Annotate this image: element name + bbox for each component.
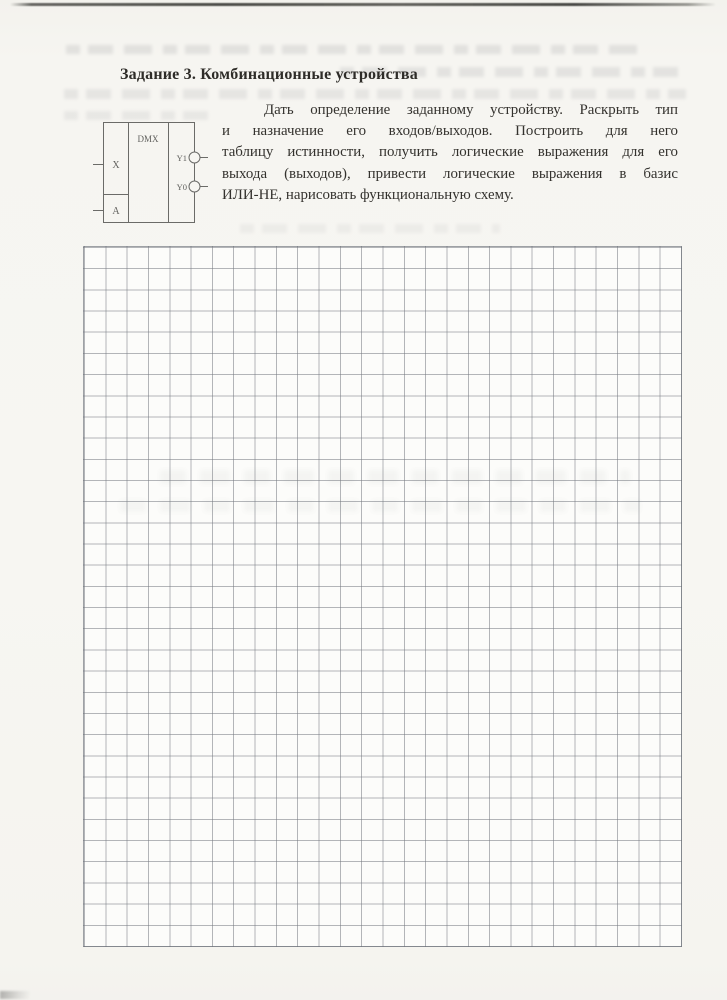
task-line: Дать определение заданному устройству. Раскрыть тип (264, 102, 678, 118)
task-line: ИЛИ-НЕ, нарисовать функциональную схему. (222, 186, 514, 203)
task-line: выхода (выходов), привести логические выражения в базис (222, 165, 678, 182)
task-description (222, 100, 678, 206)
scan-corner-mark (0, 991, 30, 999)
output-y0-inverter-circle (189, 181, 200, 192)
bleedthrough-ghost-line (66, 45, 638, 54)
input-x-label: X (112, 160, 120, 171)
bleedthrough-ghost-smudge (160, 470, 630, 484)
bleedthrough-ghost-line (240, 224, 500, 233)
bleedthrough-ghost-smudge (120, 500, 640, 512)
input-a-label: A (112, 206, 120, 217)
task-line: таблицу истинности, получить логические выражения для его (222, 144, 678, 161)
assignment-title: Задание 3. Комбинационные устройства (120, 66, 418, 83)
output-y0-label: Y0 (176, 182, 187, 192)
dmx-chip-label: DMX (137, 134, 159, 144)
output-y1-label: Y1 (176, 153, 187, 163)
dmx-circuit-diagram (85, 115, 215, 230)
graph-paper-grid (83, 246, 682, 947)
bleedthrough-ghost-line (64, 89, 686, 99)
task-line: и назначение его входов/выходов. Построить для него (222, 123, 678, 140)
output-y1-inverter-circle (189, 152, 200, 163)
scan-edge-line (10, 3, 716, 6)
